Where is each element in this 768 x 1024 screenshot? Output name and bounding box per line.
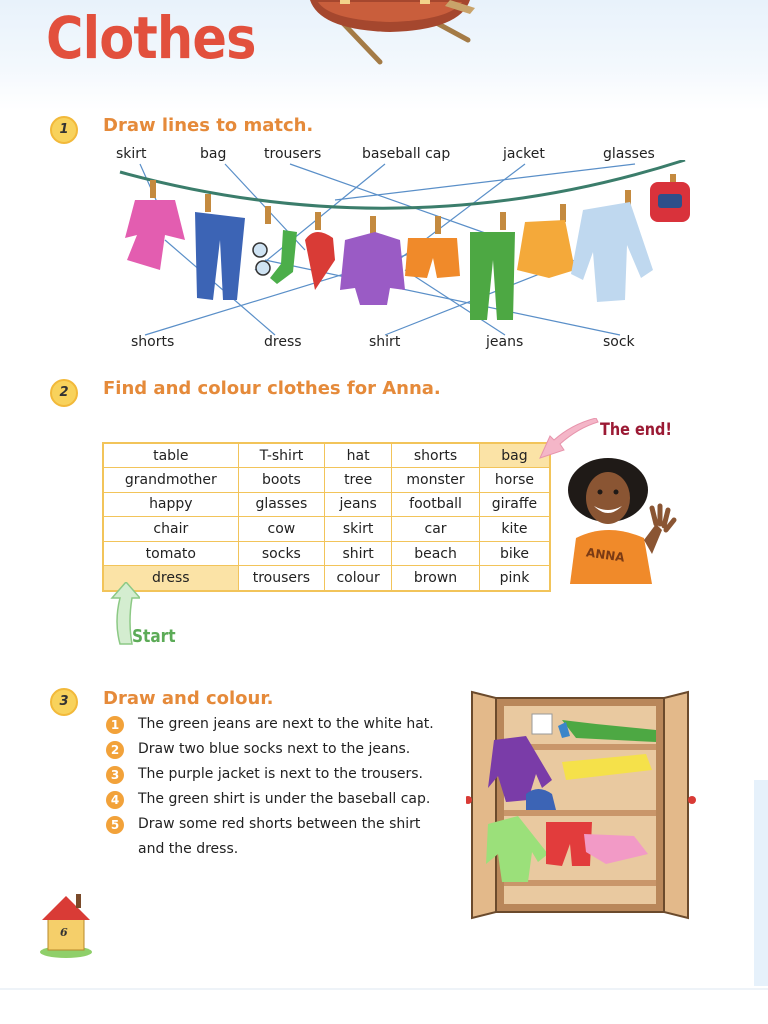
match-word-sock[interactable]: sock bbox=[603, 334, 635, 350]
grid-cell[interactable]: cow bbox=[238, 517, 324, 542]
grid-cell[interactable]: bag bbox=[479, 443, 550, 468]
grid-cell[interactable]: shorts bbox=[392, 443, 480, 468]
end-label: The end! bbox=[600, 420, 672, 440]
section-3-heading: Draw and colour. bbox=[103, 688, 274, 709]
grid-row bbox=[103, 443, 550, 468]
grid-cell[interactable]: socks bbox=[238, 541, 324, 566]
page-title: Clothes bbox=[46, 4, 256, 72]
match-word-shirt[interactable]: shirt bbox=[369, 334, 401, 350]
grid-cell[interactable]: hat bbox=[325, 443, 392, 468]
grid-cell[interactable]: football bbox=[392, 492, 480, 517]
grid-cell[interactable]: T-shirt bbox=[238, 443, 324, 468]
grid-cell[interactable]: dress bbox=[103, 566, 238, 591]
grid-cell[interactable]: car bbox=[392, 517, 480, 542]
wardrobe-illustration bbox=[466, 684, 698, 924]
bullet-number: 2 bbox=[106, 741, 124, 759]
grid-cell[interactable]: jeans bbox=[325, 492, 392, 517]
instruction-text: The green jeans are next to the white hat. bbox=[138, 716, 434, 732]
match-word-trousers[interactable]: trousers bbox=[264, 146, 322, 162]
section-3-number: 3 bbox=[50, 688, 78, 716]
start-label: Start bbox=[132, 626, 176, 647]
instruction-text: The purple jacket is next to the trousers. bbox=[138, 766, 423, 782]
grid-cell[interactable]: pink bbox=[479, 566, 550, 591]
match-word-dress[interactable]: dress bbox=[264, 334, 302, 350]
match-word-jeans[interactable]: jeans bbox=[486, 334, 524, 350]
grid-cell[interactable]: horse bbox=[479, 468, 550, 493]
bullet-number: 4 bbox=[106, 791, 124, 809]
grid-cell[interactable]: grandmother bbox=[103, 468, 238, 493]
instruction-text: The green shirt is under the baseball cap. bbox=[138, 791, 431, 807]
bullet-number: 1 bbox=[106, 716, 124, 734]
clothesline-illustration bbox=[105, 160, 705, 350]
grid-row bbox=[103, 517, 550, 542]
grid-row bbox=[103, 492, 550, 517]
section-1-number: 1 bbox=[50, 116, 78, 144]
page-bottom-rule bbox=[0, 988, 768, 990]
grid-cell[interactable]: bike bbox=[479, 541, 550, 566]
section-2-heading: Find and colour clothes for Anna. bbox=[103, 378, 441, 399]
grid-cell[interactable]: shirt bbox=[325, 541, 392, 566]
word-grid bbox=[102, 442, 551, 592]
section-2-number: 2 bbox=[50, 379, 78, 407]
grid-cell[interactable]: beach bbox=[392, 541, 480, 566]
page-edge-tab bbox=[754, 780, 768, 986]
match-word-jacket[interactable]: jacket bbox=[503, 146, 545, 162]
grid-cell[interactable]: colour bbox=[325, 566, 392, 591]
grid-cell[interactable]: trousers bbox=[238, 566, 324, 591]
anna-girl-illustration bbox=[560, 454, 680, 584]
section-1-heading: Draw lines to match. bbox=[103, 115, 314, 136]
house-page-icon bbox=[38, 888, 94, 958]
grid-cell[interactable]: happy bbox=[103, 492, 238, 517]
grid-cell[interactable]: brown bbox=[392, 566, 480, 591]
page-number: 6 bbox=[60, 926, 68, 939]
grid-cell[interactable]: skirt bbox=[325, 517, 392, 542]
grid-cell[interactable]: table bbox=[103, 443, 238, 468]
grid-row bbox=[103, 541, 550, 566]
grid-row bbox=[103, 468, 550, 493]
match-word-shorts[interactable]: shorts bbox=[131, 334, 175, 350]
grid-cell[interactable]: kite bbox=[479, 517, 550, 542]
bullet-number: 5 bbox=[106, 816, 124, 834]
grid-cell[interactable]: monster bbox=[392, 468, 480, 493]
grid-row bbox=[103, 566, 550, 591]
grid-cell[interactable]: boots bbox=[238, 468, 324, 493]
instruction-text: and the dress. bbox=[138, 841, 239, 857]
bullet-number: 3 bbox=[106, 766, 124, 784]
instruction-text: Draw two blue socks next to the jeans. bbox=[138, 741, 411, 757]
grid-cell[interactable]: giraffe bbox=[479, 492, 550, 517]
match-word-bag[interactable]: bag bbox=[200, 146, 227, 162]
grid-cell[interactable]: tomato bbox=[103, 541, 238, 566]
match-word-glasses[interactable]: glasses bbox=[603, 146, 655, 162]
match-word-baseball-cap[interactable]: baseball cap bbox=[362, 146, 451, 162]
match-word-skirt[interactable]: skirt bbox=[116, 146, 147, 162]
instruction-text: Draw some red shorts between the shirt bbox=[138, 816, 421, 832]
rowing-boat-illustration bbox=[300, 0, 480, 70]
anna-shirt-label: ANNA bbox=[585, 545, 626, 565]
grid-cell[interactable]: glasses bbox=[238, 492, 324, 517]
grid-cell[interactable]: chair bbox=[103, 517, 238, 542]
grid-cell[interactable]: tree bbox=[325, 468, 392, 493]
